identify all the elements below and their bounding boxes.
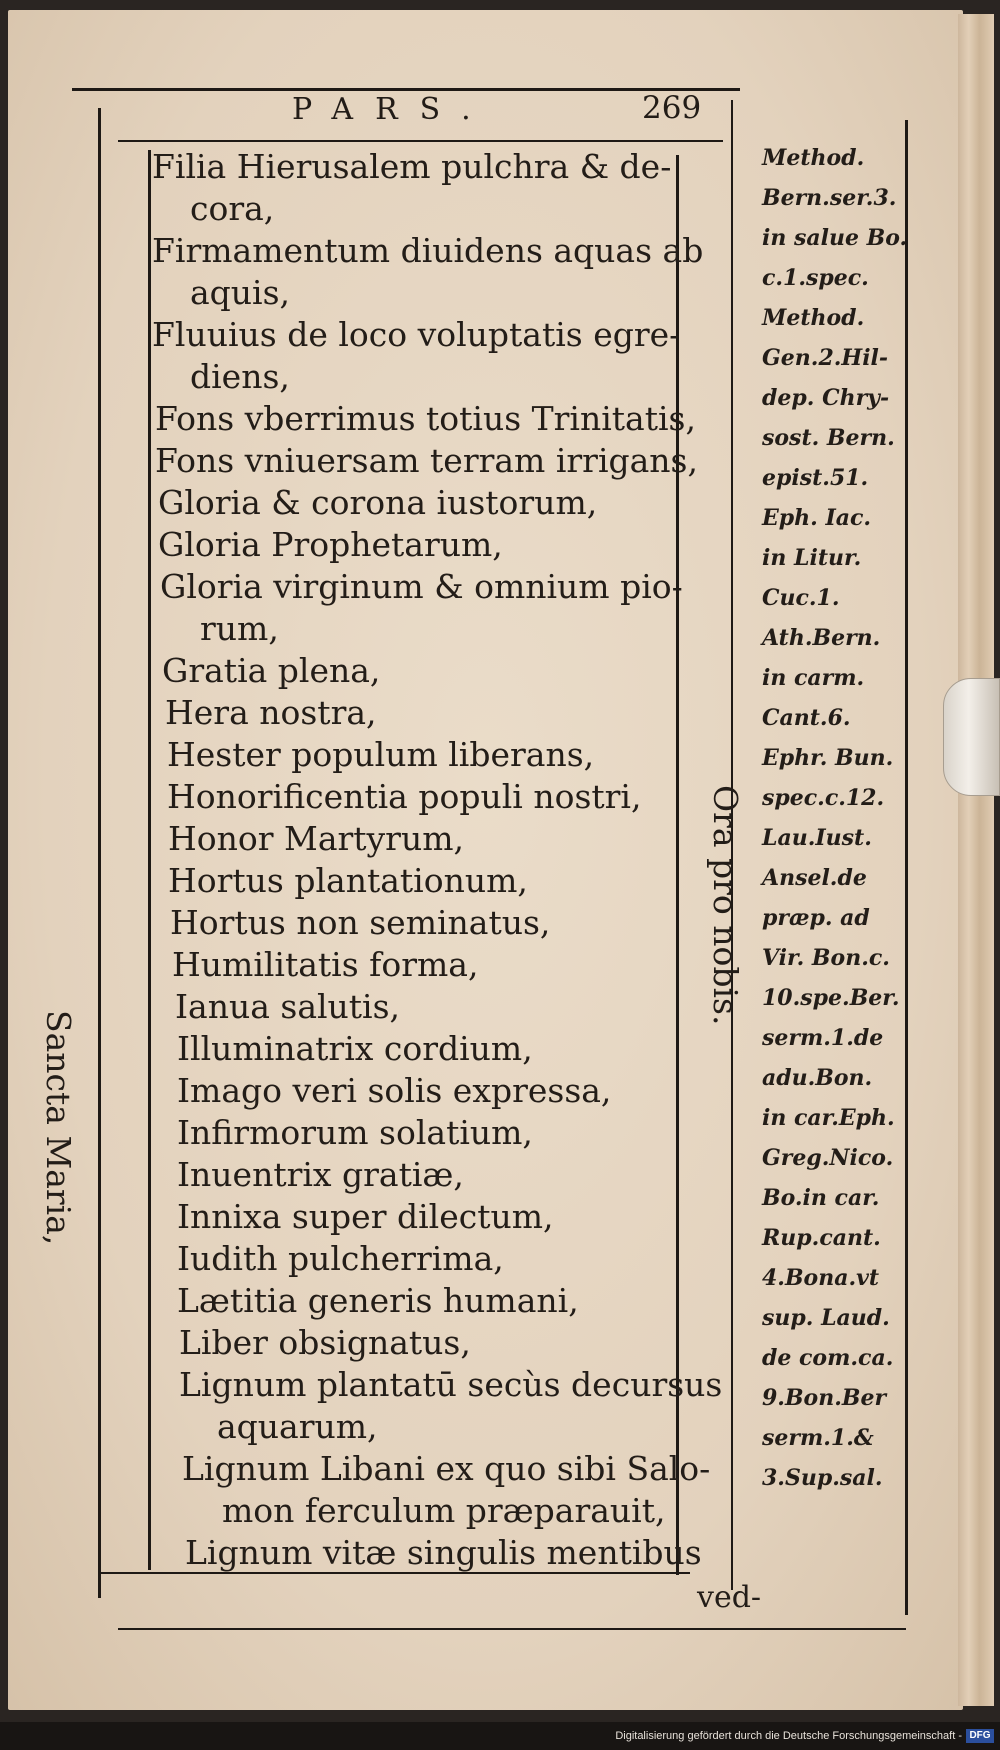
entry-line: Innixa super dilectum, xyxy=(177,1197,554,1236)
entry-line: Gloria virginum & omnium pio- xyxy=(160,567,683,606)
page-edges xyxy=(958,14,994,1706)
marginal-ref: sup. Laud. xyxy=(762,1305,890,1331)
entry-line: Firmamentum diuidens aquas ab xyxy=(152,231,704,270)
entry-line: Hera nostra, xyxy=(165,693,377,732)
footer-credit: Digitalisierung gefördert durch die Deutsche Forschungsgemeinschaft - xyxy=(615,1730,962,1742)
entry-line: Inuentrix gratiæ, xyxy=(177,1155,464,1194)
bottom-rule xyxy=(100,1572,690,1574)
entry-line: Infirmorum solatium, xyxy=(177,1113,533,1152)
entry-line: Gratia plena, xyxy=(162,651,381,690)
entry-line: cora, xyxy=(190,189,275,228)
entry-line: Hortus plantationum, xyxy=(168,861,528,900)
entry-line: Liber obsignatus, xyxy=(179,1323,471,1362)
side-label-left: Sancta Maria, xyxy=(39,1010,78,1246)
marginal-ref: Vir. Bon.c. xyxy=(762,945,890,971)
margin-right-rule xyxy=(905,120,908,1615)
marginal-ref: sost. Bern. xyxy=(762,425,895,451)
marginal-ref: de com.ca. xyxy=(762,1345,894,1371)
column-right-rule xyxy=(676,155,679,1575)
marginal-ref: 9.Bon.Ber xyxy=(762,1385,887,1411)
outer-left-rule xyxy=(98,108,101,1598)
entry-line: Lignum plantatū secùs decursus xyxy=(179,1365,723,1404)
marginal-ref: 10.spe.Ber. xyxy=(762,985,900,1011)
entry-line: Lignum Libani ex quo sibi Salo- xyxy=(182,1449,711,1488)
marginal-ref: Greg.Nico. xyxy=(762,1145,894,1171)
head-rule xyxy=(118,140,723,142)
side-label-right: Ora pro nobis. xyxy=(706,785,745,1026)
entry-line: mon ferculum præparauit, xyxy=(222,1491,666,1530)
marginal-ref: spec.c.12. xyxy=(762,785,885,811)
marginal-ref: adu.Bon. xyxy=(762,1065,873,1091)
column-left-rule xyxy=(148,150,151,1570)
entry-line: Fluuius de loco voluptatis egre- xyxy=(152,315,681,354)
entry-line: diens, xyxy=(190,357,290,396)
entry-line: Fons vniuersam terram irrigans, xyxy=(155,441,698,480)
marginal-ref: Bo.in car. xyxy=(762,1185,880,1211)
entry-line: Honor Martyrum, xyxy=(168,819,464,858)
entry-line: Filia Hierusalem pulchra & de- xyxy=(152,147,672,186)
entry-line: Illuminatrix cordium, xyxy=(177,1029,533,1068)
catchword: ved- xyxy=(697,1580,762,1615)
entry-line: aquarum, xyxy=(217,1407,378,1446)
marginal-ref: Cant.6. xyxy=(762,705,851,731)
marginal-ref: serm.1.& xyxy=(762,1425,874,1451)
page-number: 269 xyxy=(642,90,702,126)
marginal-ref: in Litur. xyxy=(762,545,862,571)
marginal-ref: dep. Chry- xyxy=(762,385,890,411)
entry-line: aquis, xyxy=(190,273,291,312)
marginal-ref: Gen.2.Hil- xyxy=(762,345,889,371)
marginal-ref: epist.51. xyxy=(762,465,869,491)
marginal-ref: præp. ad xyxy=(762,905,870,931)
marginal-ref: Cuc.1. xyxy=(762,585,840,611)
marginal-ref: Method. xyxy=(762,145,865,171)
marginal-ref: Ansel.de xyxy=(762,865,867,891)
entry-line: Hester populum liberans, xyxy=(167,735,595,774)
page-clip xyxy=(943,678,1000,796)
entry-line: Lignum vitæ singulis mentibus xyxy=(185,1533,702,1572)
entry-line: Iudith pulcherrima, xyxy=(177,1239,504,1278)
marginal-ref: serm.1.de xyxy=(762,1025,884,1051)
entry-line: Gloria Prophetarum, xyxy=(158,525,503,564)
marginal-ref: Bern.ser.3. xyxy=(762,185,897,211)
marginal-ref: in salue Bo. xyxy=(762,225,908,251)
marginal-ref: Ath.Bern. xyxy=(762,625,881,651)
marginal-ref: Ephr. Bun. xyxy=(762,745,894,771)
marginal-ref: in car.Eph. xyxy=(762,1105,895,1131)
marginal-ref: 3.Sup.sal. xyxy=(762,1465,883,1491)
footer-rule xyxy=(118,1628,906,1630)
entry-line: Gloria & corona iustorum, xyxy=(158,483,598,522)
entry-line: Lætitia generis humani, xyxy=(177,1281,579,1320)
marginal-ref: in carm. xyxy=(762,665,865,691)
marginal-ref: Rup.cant. xyxy=(762,1225,881,1251)
entry-line: Fons vberrimus totius Trinitatis, xyxy=(155,399,696,438)
entry-line: Honorificentia populi nostri, xyxy=(167,777,642,816)
top-rule xyxy=(72,88,740,91)
marginal-ref: Method. xyxy=(762,305,865,331)
marginal-ref: Lau.Iust. xyxy=(762,825,872,851)
entry-line: Ianua salutis, xyxy=(175,987,401,1026)
running-head: PARS. xyxy=(292,92,493,127)
dfg-logo: DFG xyxy=(966,1729,994,1743)
marginal-ref: 4.Bona.vt xyxy=(762,1265,880,1291)
marginal-ref: Eph. Iac. xyxy=(762,505,872,531)
entry-line: rum, xyxy=(200,609,279,648)
entry-line: Hortus non seminatus, xyxy=(170,903,551,942)
entry-line: Imago veri solis expressa, xyxy=(177,1071,612,1110)
marginal-ref: c.1.spec. xyxy=(762,265,869,291)
entry-line: Humilitatis forma, xyxy=(172,945,479,984)
